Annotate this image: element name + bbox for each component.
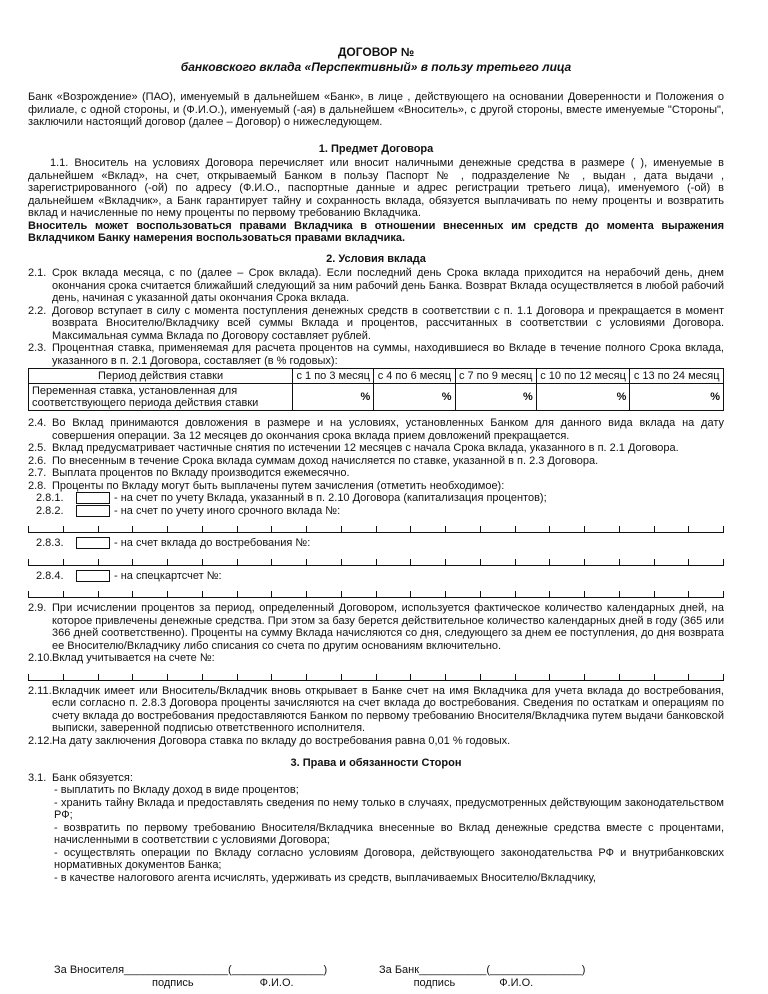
- clause-2-6: [28, 455, 724, 468]
- clause-2-11: [28, 685, 724, 735]
- clause-2-8: [28, 480, 724, 493]
- rate-value-1: %: [293, 384, 374, 411]
- clause-number: 3.1.: [28, 771, 47, 784]
- clause-2-5: [28, 442, 724, 455]
- clause-number: 2.8.: [28, 479, 47, 492]
- depositor-sign-caption: подпись: [152, 976, 194, 989]
- rate-value-4: %: [536, 384, 630, 411]
- rates-value-row: [29, 384, 724, 411]
- clause-text: Выплата процентов по Вкладу производится ежемесячно.: [52, 467, 350, 479]
- option-text: - на спецкартсчет №:: [114, 569, 222, 582]
- contract-page: [28, 46, 724, 884]
- section-2-heading: 2. Условия вклада: [326, 252, 426, 265]
- period-col-1: с 1 по 3 месяц: [293, 369, 374, 384]
- section-3-heading: 3. Права и обязанности Сторон: [290, 757, 462, 769]
- option-number: 2.8.2.: [36, 504, 64, 517]
- account-number-cells-2-8-2[interactable]: [28, 521, 724, 533]
- period-label-cell: Период действия ставки: [29, 369, 293, 384]
- clause-number: 2.3.: [28, 342, 47, 354]
- clause-number: 2.1.: [28, 267, 47, 279]
- period-col-4: с 10 по 12 месяц: [536, 369, 630, 384]
- bank-obligations-list: [54, 784, 724, 884]
- clause-2-9: [28, 602, 724, 652]
- clause-text: На дату заключения Договора ставка по вкладу до востребования равна 0,01 % годовых.: [52, 734, 511, 747]
- clause-number: 2.7.: [28, 467, 47, 479]
- clause-text: При исчислении процентов за период, определенный Договором, используется фактическое количество календарных дней, на которое привлечены денежные средства. При этом за базу берется действительное количество календарных дней в году (365 или 366 дней соответственно). Проценты на сумму Вклада начисляются со дня, следующего за днем ее поступления, до дня возврата ее Вносителю/Вкладчику либо списания со счета по другим основаниям включительно.: [52, 602, 724, 652]
- clause-text: Процентная ставка, применяемая для расчета процентов на суммы, находившиеся во Вкладе в течение полного Срока вклада, указанного в п. 2.1 Договора, составляет (в % годовых):: [52, 342, 724, 367]
- period-col-2: с 4 по 6 месяц: [374, 369, 455, 384]
- option-text: - на счет по учету Вклада, указанный в п. 2.10 Договора (капитализация процентов);: [114, 492, 547, 504]
- account-number-cells-2-8-4[interactable]: [28, 586, 724, 598]
- clause-2-12: [28, 735, 724, 748]
- option-number: 2.8.3.: [36, 537, 64, 549]
- period-col-5: с 13 по 24 месяц: [630, 369, 724, 384]
- account-number-cells-2-8-3[interactable]: [28, 554, 724, 566]
- depositor-name-caption: Ф.И.О.: [259, 976, 294, 989]
- clause-number: 2.5.: [28, 442, 47, 454]
- rate-value-2: %: [374, 384, 455, 411]
- clause-text: Проценты по Вкладу могут быть выплачены путем зачисления (отметить необходимое):: [52, 479, 505, 492]
- clause-3-1: [28, 772, 724, 785]
- clause-text: Вкладчик имеет или Вноситель/Вкладчик вновь открывает в Банке счет на имя Вкладчика для учета вклада до востребования, если согласно п. 2.8.3 Договора проценты зачисляются на счет вклада до востребования. Сведения по остаткам и операциям по счету вклада до востребования предоставляются Банком по первому требованию Вносителя/Вкладчика путем выдачи банковской выписки, заверенной подписью ответственного исполнителя.: [52, 684, 724, 734]
- clause-text: Вклад предусматривает частичные снятия по истечении 12 месяцев с начала Срока вклада, указанного в п. 2.1 Договора.: [52, 442, 679, 454]
- document-subtitle: банковского вклада «Перспективный» в пользу третьего лица: [180, 59, 572, 74]
- clause-number: 2.4.: [28, 417, 47, 429]
- option-checkbox-2-8-3[interactable]: [76, 537, 110, 549]
- signature-depositor[interactable]: За Вносителя_________________(_______________): [54, 964, 328, 976]
- clause-2-2: [28, 305, 724, 343]
- rates-table: [28, 368, 724, 411]
- clause-1-bold-note: Вноситель может воспользоваться правами Вкладчика в отношении внесенных им средств до момента выражения Вкладчиком Банку намерения воспользоваться правами вкладчика.: [28, 219, 724, 244]
- clause-number: 2.10.: [28, 652, 53, 664]
- list-item: - в качестве налогового агента исчислять, удерживать из средств, выплачиваемых Вносителю/Вкладчику,: [54, 871, 596, 884]
- document-title: ДОГОВОР №: [337, 45, 415, 59]
- rate-value-3: %: [455, 384, 536, 411]
- option-2-8-2: [36, 505, 724, 518]
- clause-text: Во Вклад принимаются довложения в размере и на условиях, установленных Банком для данного вида вклада на дату совершения операции. За 12 месяцев до окончания срока вклада прием довложений прекращается.: [52, 417, 724, 442]
- rate-value-5: %: [630, 384, 724, 411]
- signature-captions: [54, 977, 694, 990]
- section-1-heading: 1. Предмет Договора: [318, 142, 434, 155]
- signature-row: [54, 964, 694, 977]
- clause-number: 2.12.: [28, 734, 53, 747]
- option-2-8-1: [36, 492, 724, 505]
- period-col-3: с 7 по 9 месяц: [455, 369, 536, 384]
- clause-text: Банк обязуется:: [52, 771, 133, 784]
- clause-2-1: [28, 267, 724, 305]
- clause-text: Срок вклада месяца, с по (далее – Срок вклада). Если последний день Срока вклада приходится на нерабочий день, днем окончания срока считается ближайший следующий за ним рабочий день Банка. Возврат Вклада осуществляется в любой рабочий день, начиная с указанной даты окончания Срока вклада.: [52, 267, 724, 304]
- option-checkbox-2-8-4[interactable]: [76, 570, 110, 582]
- clause-2-10: [28, 652, 724, 665]
- clause-text: По внесенным в течение Срока вклада суммам доход начисляется по ставке, указанной в п. 2.3 Договора.: [52, 454, 599, 467]
- list-item: - осуществлять операции по Вкладу согласно условиям Договора, действующего законодательства РФ и внутрибанковских нормативных документов Банка;: [54, 846, 724, 871]
- option-text: - на счет вклада до востребования №:: [114, 537, 311, 549]
- clause-text: Вклад учитывается на счете №:: [52, 652, 215, 664]
- list-item: - хранить тайну Вклада и предоставлять сведения по нему только в случаях, предусмотренных действующим законодательством РФ;: [54, 796, 724, 821]
- signature-bank[interactable]: За Банк___________(_______________): [379, 964, 586, 976]
- rates-header-row: [29, 369, 724, 384]
- option-text: - на счет по учету иного срочного вклада №:: [114, 504, 341, 517]
- clause-1-1: 1.1. Вноситель на условиях Договора перечисляет или вносит наличными денежные средства в размере ( ), именуемые в дальнейшем «Вклад», на счет, открываемый Банком в пользу Паспорт № , подразделение № , выдан , дата выдачи , зарегистрированного (-ой) по адресу (Ф.И.О., паспортные данные и адрес регистрации третьего лица), именуемого (-ой) в дальнейшем «Вкладчик», а Банк гарантирует тайну и сохранность вклада, обязуется выплачивать по нему проценты и возвратить вклад и начисленные по нему проценты по первому требованию Вкладчика.: [28, 157, 724, 219]
- option-2-8-4: [36, 570, 724, 583]
- rate-row-label: Переменная ставка, установленная для соответствующего периода действия ставки: [29, 384, 293, 411]
- clause-2-4: [28, 417, 724, 442]
- clause-number: 2.2.: [28, 304, 47, 317]
- bank-sign-caption: подпись: [413, 976, 456, 989]
- clause-2-3: [28, 342, 724, 367]
- clause-number: 2.11.: [28, 684, 52, 697]
- clause-2-7: [28, 467, 724, 480]
- clause-text: Договор вступает в силу с момента поступления денежных средств в соответствии с п. 1.1 Договора и прекращается в момент возврата Вносителю/Вкладчику всей суммы Вклада и процентов, рассчитанных в соответствии с условиями Договора. Максимальная сумма Вклада по Договору составляет рублей.: [52, 304, 724, 342]
- option-number: 2.8.4.: [36, 569, 64, 582]
- account-number-cells-2-10[interactable]: [28, 669, 724, 681]
- option-checkbox-2-8-1[interactable]: [76, 492, 110, 504]
- clause-number: 2.6.: [28, 454, 47, 467]
- list-item: - возвратить по первому требованию Вносителя/Вкладчика внесенные во Вклад денежные средства вместе с процентами, начисленными в соответствии с условиями Договора;: [54, 821, 724, 846]
- option-2-8-3: [36, 537, 724, 550]
- intro-paragraph: Банк «Возрождение» (ПАО), именуемый в дальнейшем «Банк», в лице , действующего на основании Доверенности и Положения о филиале, с одной стороны, и (Ф.И.О.), именуемый (-ая) в дальнейшем «Вноситель», с другой стороны, вместе именуемые "Стороны", заключили настоящий договор (далее – Договор) о нижеследующем.: [28, 91, 724, 128]
- signature-block: [54, 964, 694, 989]
- clause-number: 2.9.: [28, 602, 47, 614]
- option-number: 2.8.1.: [36, 492, 64, 504]
- bank-name-caption: Ф.И.О.: [499, 976, 534, 989]
- option-checkbox-2-8-2[interactable]: [76, 505, 110, 517]
- list-item: - выплатить по Вкладу доход в виде процентов;: [54, 784, 299, 796]
